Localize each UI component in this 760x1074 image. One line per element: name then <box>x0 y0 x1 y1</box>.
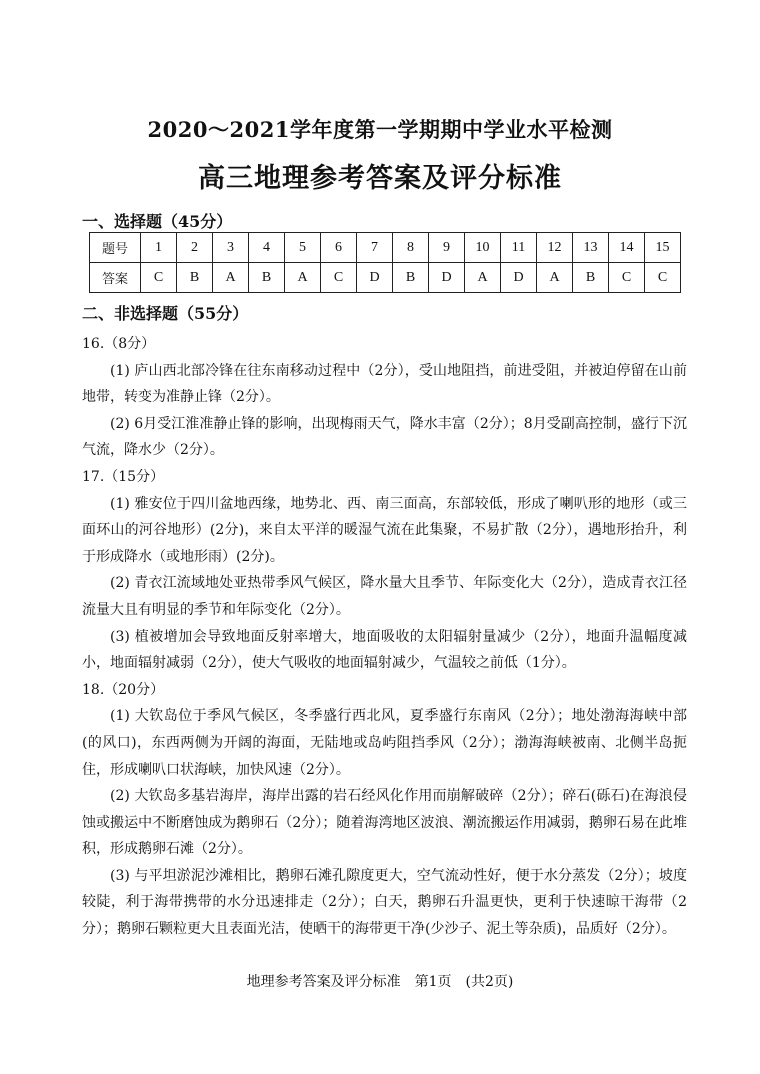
answer-cell: C <box>609 263 645 293</box>
page-footer: 地理参考答案及评分标准 第1页 (共2页) <box>246 974 514 990</box>
question-number-cell: 13 <box>573 233 609 263</box>
question-number-cell: 9 <box>429 233 465 263</box>
answer-cell: C <box>141 263 177 293</box>
question-number-cell: 7 <box>357 233 393 263</box>
answer-paragraph: (2) 大钦岛多基岩海岸，海岸出露的岩石经风化作用而崩解破碎（2分）；碎石(砾石)在海浪侵蚀或搬运中不断磨蚀成为鹅卵石（2分）；随着海湾地区波浪、潮流搬运作用减弱，鹅卵石易在此堆积，形成鹅卵石滩（2分）。 <box>82 788 687 858</box>
answer-paragraph: (1) 庐山西北部冷锋在往东南移动过程中（2分），受山地阻挡，前进受阻，并被迫停留在山前地带，转变为准静止锋（2分）。 <box>82 362 687 406</box>
question-number-cell: 2 <box>177 233 213 263</box>
answer-paragraph: (1) 雅安位于四川盆地西缘，地势北、西、南三面高，东部较低，形成了喇叭形的地形（或三面环山的河谷地形）(2分)，来自太平洋的暖湿气流在此集聚，不易扩散（2分），遇地形抬升，利于形成降水（或地形雨）(2分)。 <box>82 495 687 565</box>
answer-cell: D <box>429 263 465 293</box>
answer-cell: B <box>249 263 285 293</box>
row-label-number: 题号 <box>90 233 141 263</box>
document-title: 2020～2021学年度第一学期期中学业水平检测 <box>147 117 613 142</box>
question-number-cell: 11 <box>501 233 537 263</box>
answer-paragraph: (3) 植被增加会导致地面反射率增大，地面吸收的太阳辐射量减少（2分），地面升温幅度减小，地面辐射减弱（2分），使大气吸收的地面辐射减少，气温较之前低（1分）。 <box>82 628 687 672</box>
answer-body <box>82 331 687 943</box>
answer-table-answer-row <box>90 263 681 293</box>
answer-paragraph: (2) 青衣江流域地处亚热带季风气候区，降水量大且季节、年际变化大（2分），造成青衣江径流量大且有明显的季节和年际变化（2分）。 <box>82 575 687 618</box>
section2-heading: 二、非选择题（55分） <box>82 304 249 323</box>
question-header: 18.（20分） <box>82 681 165 698</box>
question-block-18 <box>82 677 687 943</box>
answer-cell: D <box>501 263 537 293</box>
answer-cell: B <box>393 263 429 293</box>
question-block-16 <box>82 331 687 464</box>
answer-cell: A <box>465 263 501 293</box>
answer-cell: A <box>285 263 321 293</box>
question-header: 17.（15分） <box>82 468 165 485</box>
question-number-cell: 10 <box>465 233 501 263</box>
section1-heading: 一、选择题（45分） <box>82 212 233 231</box>
question-number-cell: 5 <box>285 233 321 263</box>
answer-paragraph: (1) 大钦岛位于季风气候区，冬季盛行西北风，夏季盛行东南风（2分）；地处渤海海峡中部(的风口)，东西两侧为开阔的海面，无陆地或岛屿阻挡季风（2分）；渤海海峡被南、北侧半岛扼住，形成喇叭口状海峡，加快风速（2分）。 <box>82 708 687 778</box>
answer-cell: A <box>537 263 573 293</box>
answer-cell: D <box>357 263 393 293</box>
question-block-17 <box>82 464 687 677</box>
answer-cell: B <box>573 263 609 293</box>
answer-table <box>89 232 681 293</box>
question-number-cell: 4 <box>249 233 285 263</box>
answer-cell: A <box>213 263 249 293</box>
question-header: 16.（8分） <box>82 336 156 352</box>
question-number-cell: 8 <box>393 233 429 263</box>
question-number-cell: 15 <box>645 233 681 263</box>
question-number-cell: 3 <box>213 233 249 263</box>
row-label-answer: 答案 <box>90 263 141 293</box>
document-subtitle: 高三地理参考答案及评分标准 <box>198 163 562 194</box>
answer-cell: B <box>177 263 213 293</box>
question-number-cell: 14 <box>609 233 645 263</box>
question-number-cell: 6 <box>321 233 357 263</box>
answer-table-number-row <box>90 233 681 263</box>
answer-paragraph: (3) 与平坦淤泥沙滩相比，鹅卵石滩孔隙度更大，空气流动性好，便于水分蒸发（2分）；坡度较陡，利于海带携带的水分迅速排走（2分）；白天，鹅卵石升温更快，更利于快速晾干海带（2分）；鹅卵石颗粒更大且表面光洁，使晒干的海带更干净(少沙子、泥土等杂质)，品质好（2分）。 <box>82 867 687 938</box>
question-number-cell: 1 <box>141 233 177 263</box>
answer-cell: C <box>321 263 357 293</box>
answer-paragraph: (2) 6月受江淮准静止锋的影响，出现梅雨天气，降水丰富（2分）；8月受副高控制，盛行下沉气流，降水少（2分）。 <box>82 415 687 459</box>
answer-cell: C <box>645 263 681 293</box>
question-number-cell: 12 <box>537 233 573 263</box>
